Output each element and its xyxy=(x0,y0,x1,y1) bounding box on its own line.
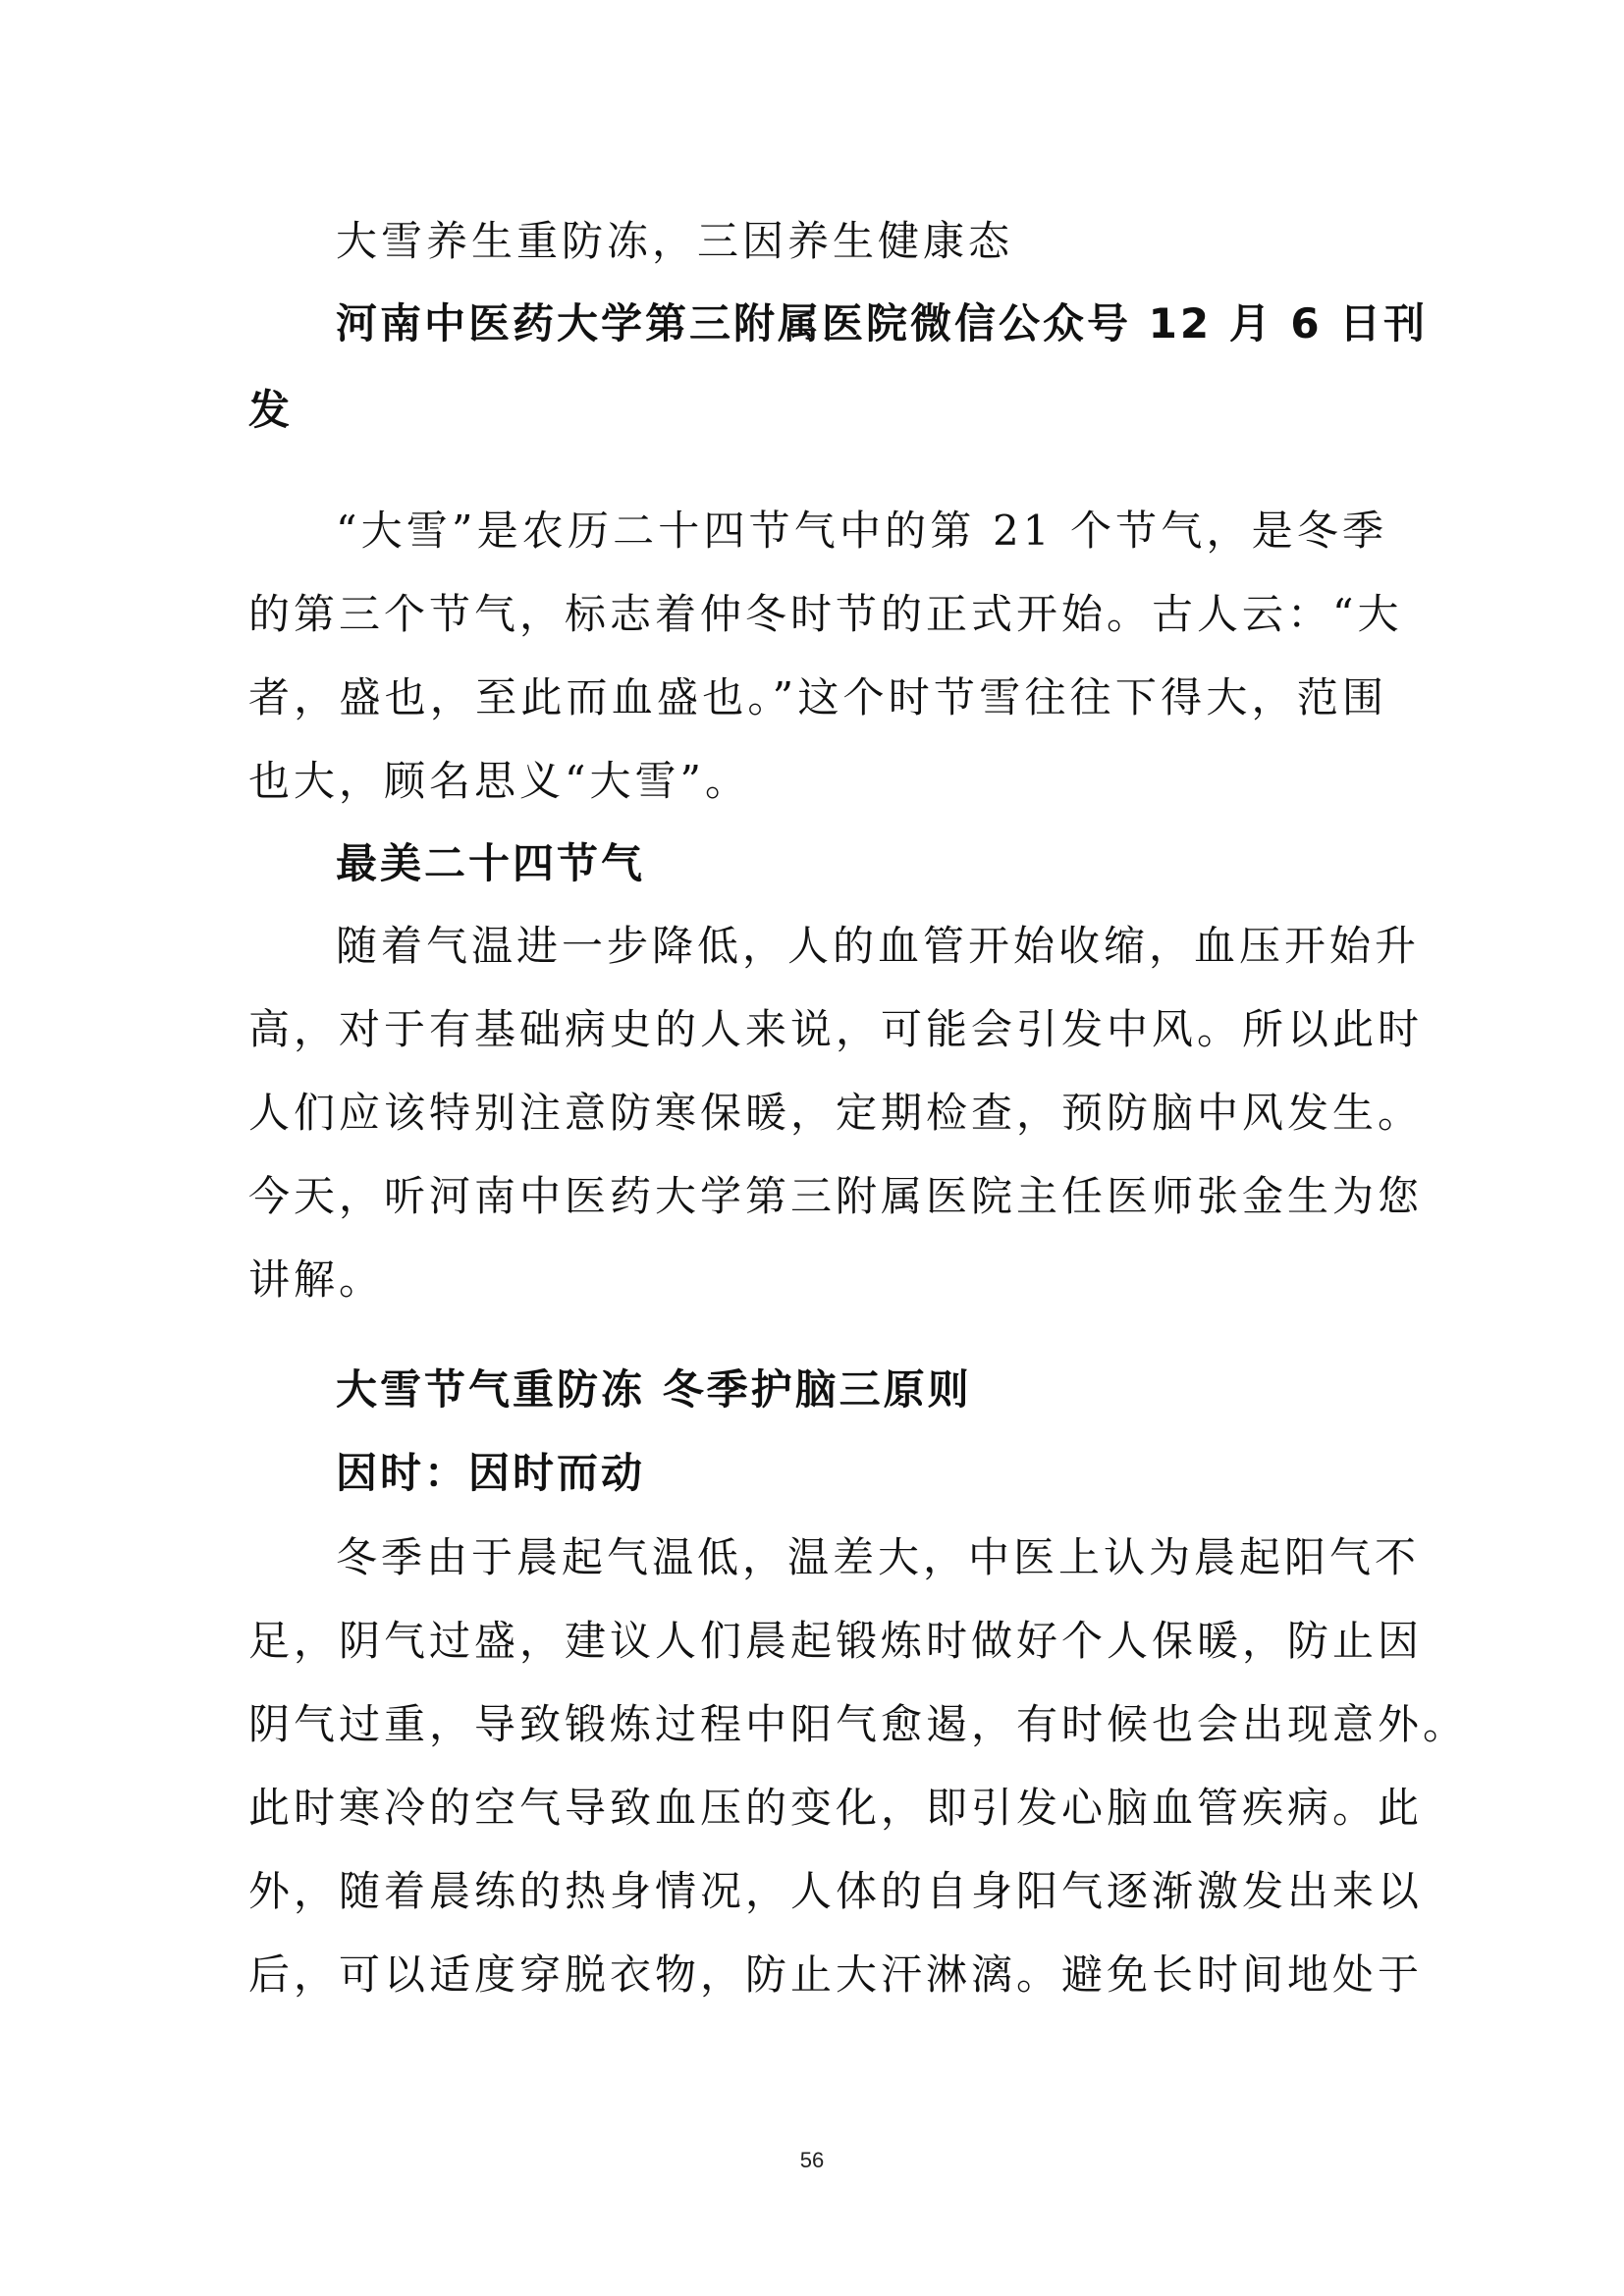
section-heading: 最美二十四节气 xyxy=(336,839,646,887)
paragraph-line: 冬季由于晨起气温低，温差大，中医上认为晨起阳气不 xyxy=(336,1533,1421,1581)
paragraph-line: 讲解。 xyxy=(248,1255,385,1304)
page-number: 56 xyxy=(799,2148,825,2172)
paragraph-line: 高，对于有基础病史的人来说，可能会引发中风。所以此时 xyxy=(248,1005,1424,1053)
paragraph-line: 也大，顾名思义“大雪”。 xyxy=(248,757,750,805)
source-line-continued: 发 xyxy=(248,386,294,434)
paragraph-line: “大雪”是农历二十四节气中的第 21 个节气，是冬季 xyxy=(336,507,1387,555)
section-heading: 因时：因时而动 xyxy=(336,1449,646,1497)
section-heading: 大雪节气重防冻 冬季护脑三原则 xyxy=(336,1365,972,1414)
paragraph-line: 人们应该特别注意防寒保暖，定期检查，预防脑中风发生。 xyxy=(248,1089,1424,1137)
paragraph-line: 者，盛也，至此而血盛也。”这个时节雪往往下得大，范围 xyxy=(248,673,1387,721)
paragraph-line: 此时寒冷的空气导致血压的变化，即引发心脑血管疾病。此 xyxy=(248,1784,1424,1832)
paragraph-line: 阴气过重，导致锻炼过程中阳气愈遏，有时候也会出现意外。 xyxy=(248,1700,1469,1748)
paragraph-line: 随着气温进一步降低，人的血管开始收缩，血压开始升 xyxy=(336,922,1421,970)
paragraph-line: 今天，听河南中医药大学第三附属医院主任医师张金生为您 xyxy=(248,1172,1424,1220)
paragraph-line: 后，可以适度穿脱衣物，防止大汗淋漓。避免长时间地处于 xyxy=(248,1950,1424,1999)
document-title: 大雪养生重防冻，三因养生健康态 xyxy=(336,217,1014,265)
paragraph-line: 外，随着晨练的热身情况，人体的自身阳气逐渐激发出来以 xyxy=(248,1867,1424,1915)
paragraph-line: 足，阴气过盛，建议人们晨起锻炼时做好个人保暖，防止因 xyxy=(248,1617,1424,1665)
source-line: 河南中医药大学第三附属医院微信公众号 12 月 6 日刊 xyxy=(336,299,1429,347)
paragraph-line: 的第三个节气，标志着仲冬时节的正式开始。古人云：“大 xyxy=(248,590,1403,638)
